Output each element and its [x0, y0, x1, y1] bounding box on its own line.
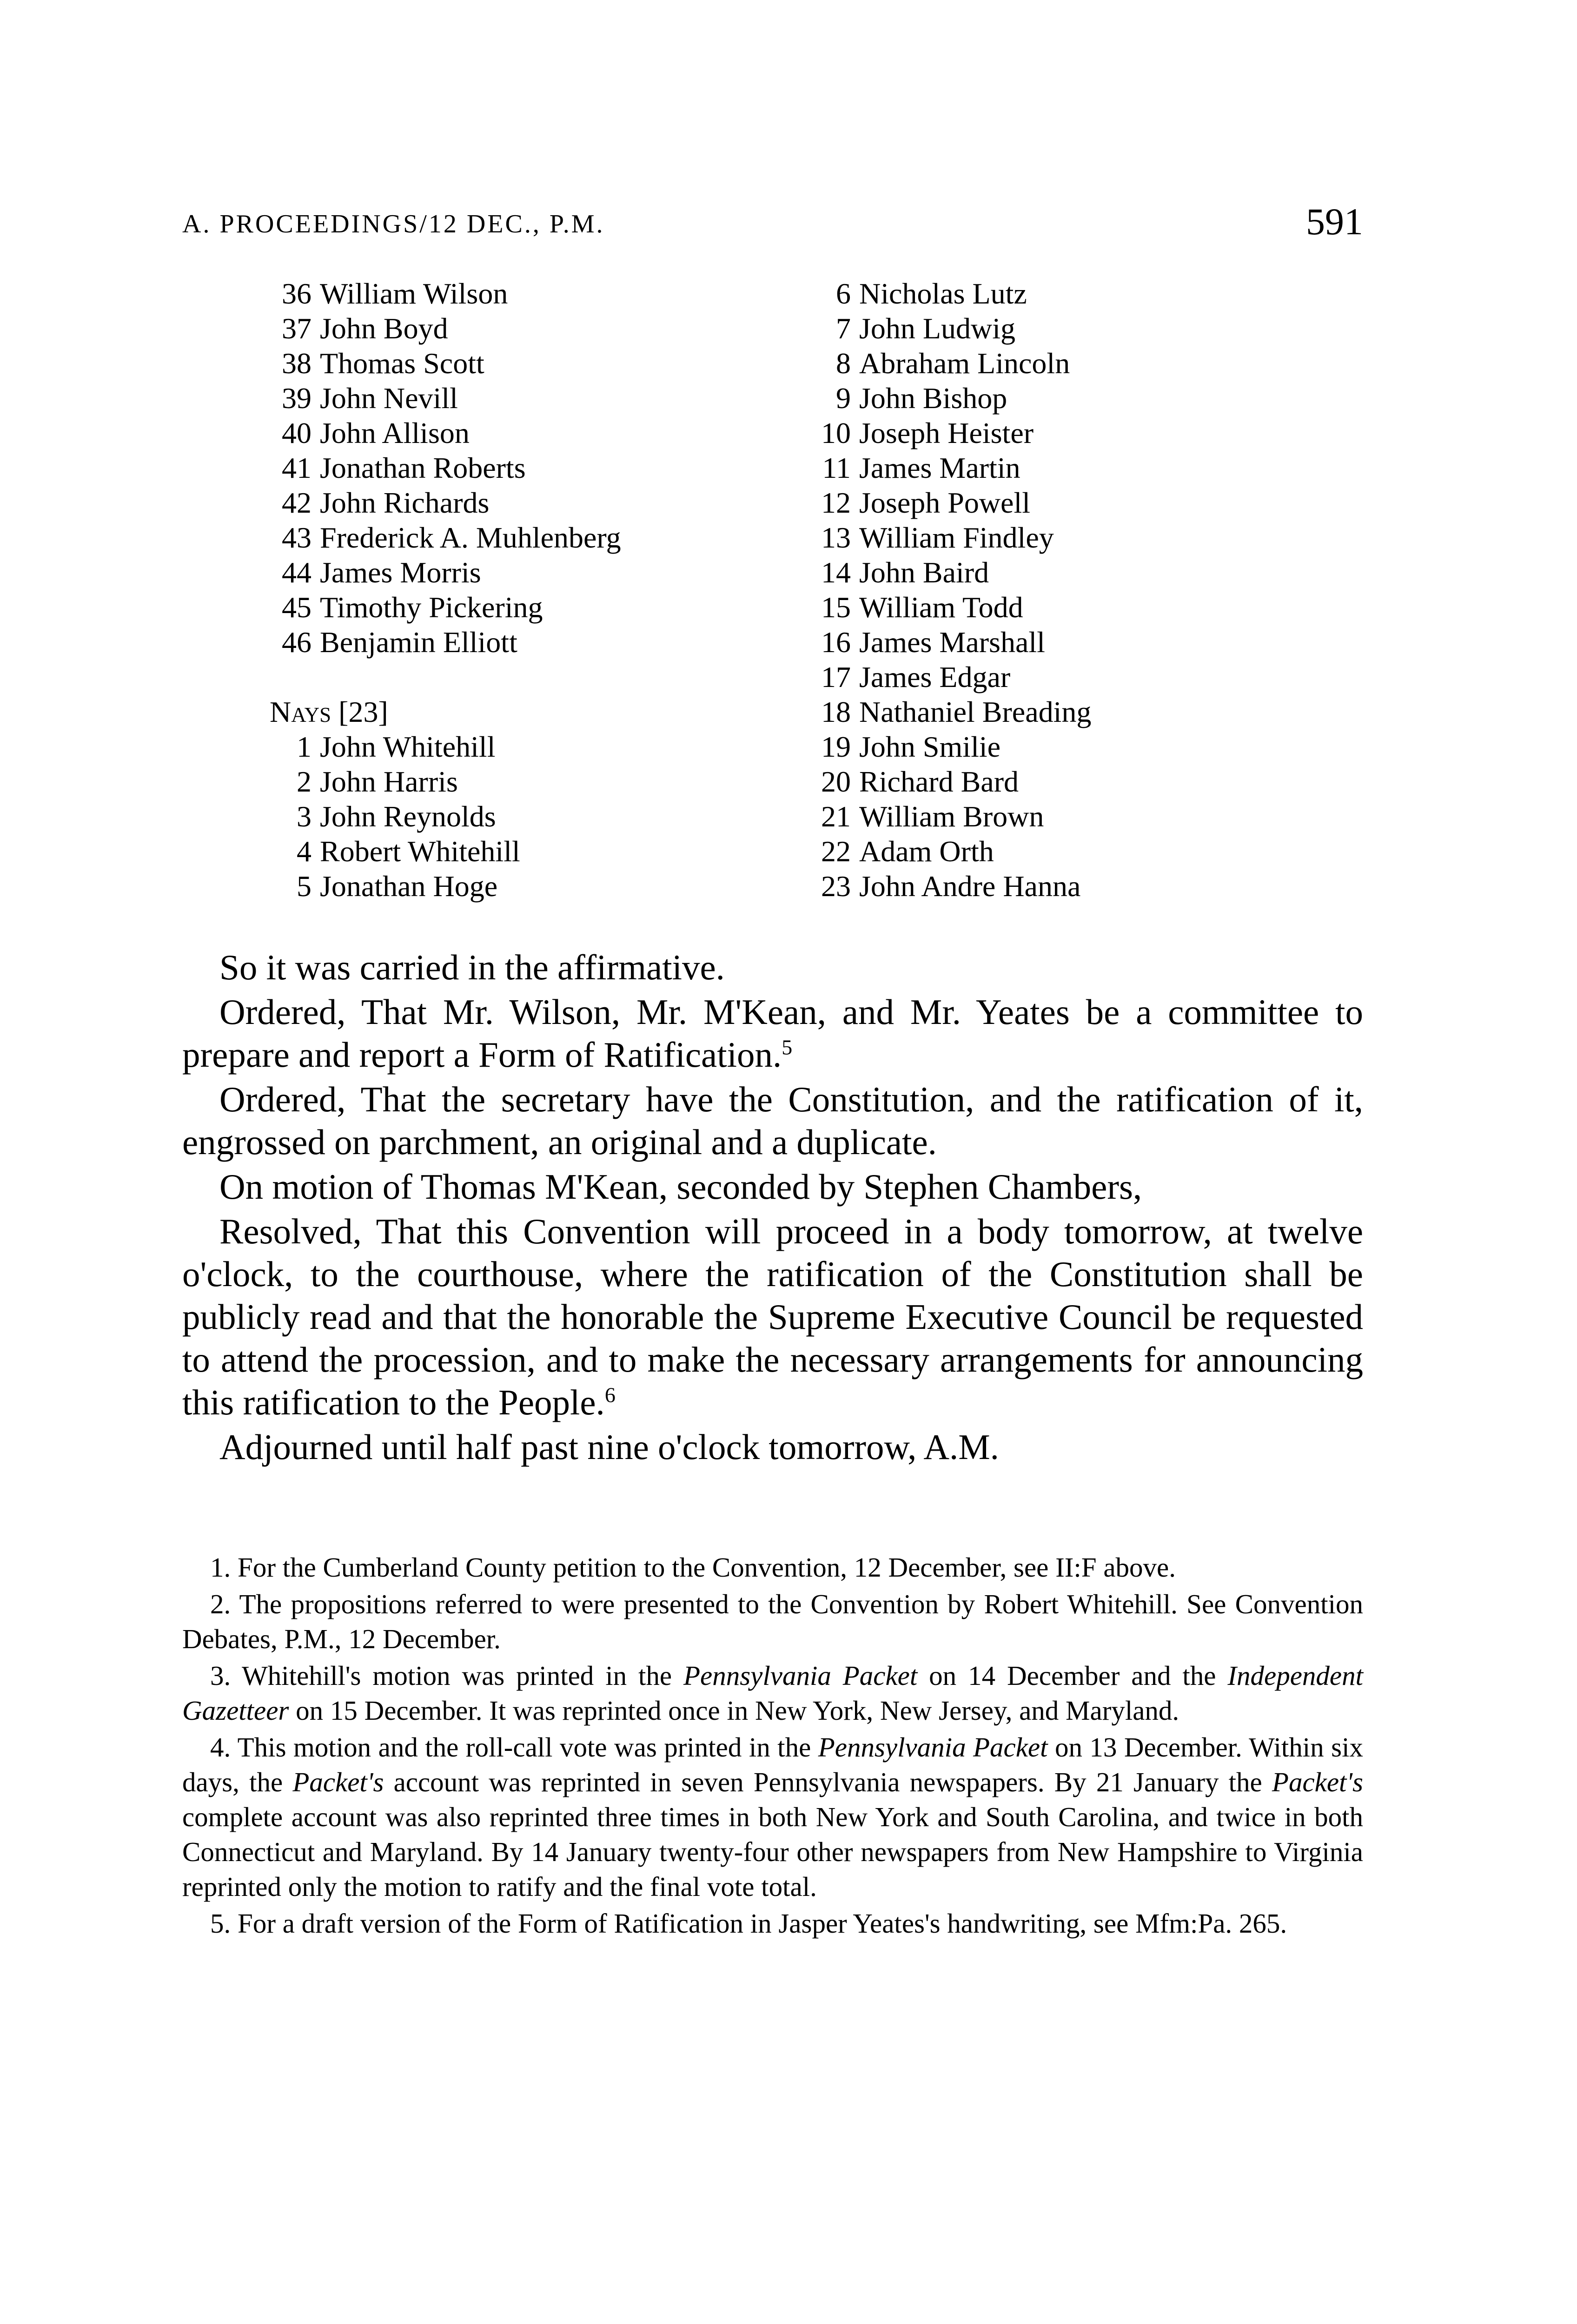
- footnote: 3. Whitehill's motion was printed in the Pennsylvania Packet on 14 December and the Independent Gazetteer on 15 December. It was reprinted once in New York, New Jersey, and Maryland.: [182, 1660, 1363, 1726]
- paragraph: Ordered, That Mr. Wilson, Mr. M'Kean, and Mr. Yeates be a committee to prepare and report a Form of Ratification.$^5$: [182, 992, 1363, 1075]
- nay-entry: 23 John Andre Hanna: [821, 870, 1081, 903]
- page-number: 591: [1306, 200, 1363, 243]
- nay-entry: 9 John Bishop: [836, 382, 1007, 415]
- yea-entry: 36 William Wilson: [282, 277, 508, 310]
- nay-entry: 10 Joseph Heister: [821, 416, 1034, 449]
- running-head: A. PROCEEDINGS/12 DEC., P.M.: [182, 210, 605, 238]
- footnote: 4. This motion and the roll-call vote was printed in the Pennsylvania Packet on 13 December. Within six days, the Packet's account was reprinted in seven Pennsylvania newspapers. By 21 January the Packet's complete account was also reprinted three times in both New York and South Carolina, and twice in both Connecticut and Maryland. By 14 January twenty-four other newspapers from New Hampshire to Virginia reprinted only the motion to ratify and the final vote total.: [182, 1732, 1363, 1902]
- nay-entry: 19 John Smilie: [821, 730, 1001, 763]
- nay-entry: 17 James Edgar: [821, 660, 1011, 693]
- yea-entry: 40 John Allison: [282, 416, 470, 449]
- nays-heading: Nays [23]: [270, 695, 388, 728]
- paragraph: Ordered, That the secretary have the Constitution, and the ratification of it, engrossed on parchment, an original and a duplicate.: [182, 1079, 1363, 1162]
- nay-entry: 20 Richard Bard: [821, 765, 1019, 798]
- nay-entry: 8 Abraham Lincoln: [836, 347, 1070, 380]
- nay-entry: 13 William Findley: [821, 521, 1054, 554]
- yea-entry: 44 James Morris: [282, 556, 481, 589]
- footnotes: [182, 1550, 1363, 1943]
- footnote: 5. For a draft version of the Form of Ratification in Jasper Yeates's handwriting, see Mfm:Pa. 265.: [210, 1908, 1287, 1939]
- nay-entry: 4 Robert Whitehill: [297, 835, 520, 868]
- yea-entry: 39 John Nevill: [282, 382, 458, 415]
- paragraph: So it was carried in the affirmative.: [219, 947, 725, 987]
- yea-entry: 38 Thomas Scott: [282, 347, 484, 380]
- footnote: 2. The propositions referred to were presented to the Convention by Robert Whitehill. See Convention Debates, P.M., 12 December.: [182, 1589, 1363, 1654]
- nay-entry: 21 William Brown: [821, 800, 1044, 833]
- footnote-marker: 5: [782, 1035, 793, 1059]
- roll-call-left-column: [270, 277, 621, 904]
- nay-entry: 7 John Ludwig: [836, 312, 1015, 345]
- paragraph: On motion of Thomas M'Kean, seconded by Stephen Chambers,: [219, 1167, 1142, 1207]
- nay-entry: 22 Adam Orth: [821, 835, 994, 868]
- nay-entry: 12 Joseph Powell: [821, 486, 1030, 519]
- nay-entry: 16 James Marshall: [821, 626, 1045, 659]
- nay-entry: 18 Nathaniel Breading: [821, 695, 1092, 728]
- nay-entry: 3 John Reynolds: [297, 800, 496, 833]
- footnote-marker: 6: [604, 1383, 616, 1407]
- footnote: 1. For the Cumberland County petition to the Convention, 12 December, see II:F above.: [210, 1552, 1176, 1583]
- yea-entry: 45 Timothy Pickering: [282, 591, 543, 624]
- nay-entry: 11 James Martin: [822, 451, 1020, 484]
- yea-entry: 42 John Richards: [282, 486, 490, 519]
- paragraph: Resolved, That this Convention will proceed in a body tomorrow, at twelve o'clock, to the courthouse, where the ratification of the Constitution shall be publicly read and that the honorable the Supreme Executive Council be requested to attend the procession, and to make the necessary arrangements for announcing this ratification to the People.$^6$: [182, 1211, 1363, 1422]
- nay-entry: 5 Jonathan Hoge: [297, 870, 498, 903]
- nay-entry: 15 William Todd: [821, 591, 1023, 624]
- nay-entry: 6 Nicholas Lutz: [836, 277, 1027, 310]
- paragraph: Adjourned until half past nine o'clock tomorrow, A.M.: [219, 1427, 999, 1467]
- yea-entry: 43 Frederick A. Muhlenberg: [282, 521, 621, 554]
- yea-entry: 46 Benjamin Elliott: [282, 626, 517, 659]
- yea-entry: 41 Jonathan Roberts: [282, 451, 526, 484]
- proceedings-text: [182, 946, 1363, 1468]
- roll-call-right-column: [809, 277, 1091, 904]
- nay-entry: 14 John Baird: [821, 556, 989, 589]
- nay-entry: 2 John Harris: [297, 765, 458, 798]
- yea-entry: 37 John Boyd: [282, 312, 448, 345]
- nay-entry: 1 John Whitehill: [297, 730, 496, 763]
